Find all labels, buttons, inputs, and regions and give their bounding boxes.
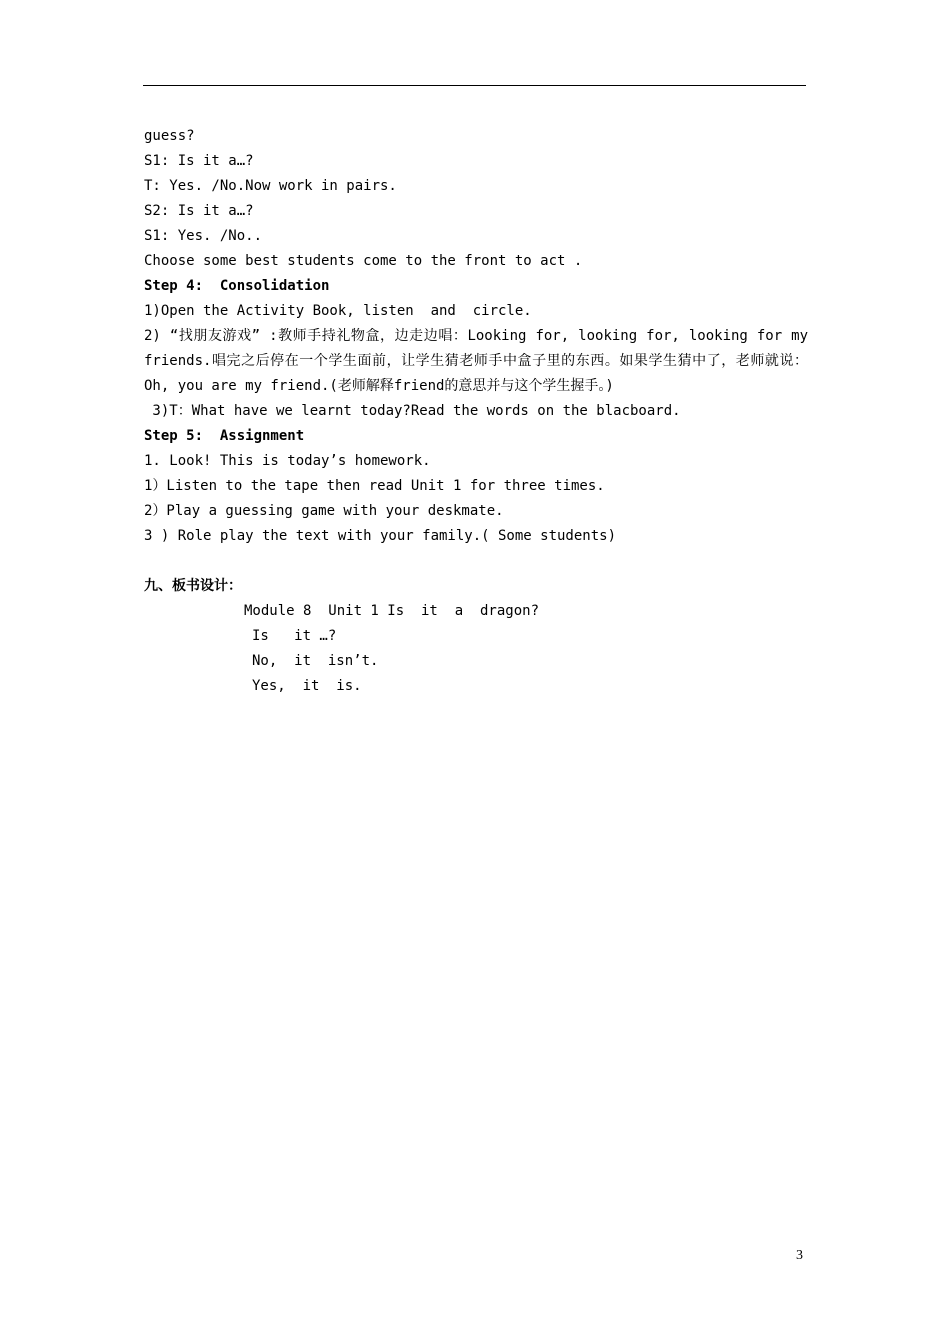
text-line: guess? [144,128,195,144]
spacer [144,549,808,574]
text-line: 1. Look! This is today’s homework. [144,453,431,469]
text-line: 3 ) Role play the text with your family.( Some students) [144,528,617,544]
page-number: 3 [796,1248,803,1263]
text-line: 3)T：What have we learnt today?Read the words on the blacboard. [144,403,681,419]
board-line: Module 8 Unit 1 Is it a dragon? [244,603,540,619]
text-line: 1）Listen to the tape then read Unit 1 for three times. [144,478,605,494]
text-line: S1: Is it a…? [144,153,254,169]
board-line: Yes, it is. [252,678,362,694]
step5-heading: Step 5: Assignment [144,428,305,444]
document-body [144,124,808,699]
text-line: S1: Yes. /No.. [144,228,263,244]
text-line: T: Yes. /No.Now work in pairs. [144,178,397,194]
header-rule [143,85,806,86]
board-design-heading: 九、板书设计： [144,578,242,594]
board-line: Is it …? [252,628,337,644]
text-line: S2: Is it a…? [144,203,254,219]
text-line: 2）Play a guessing game with your deskmate. [144,503,504,519]
text-line: 1)Open the Activity Book, listen and circle. [144,303,532,319]
text-line: Choose some best students come to the front to act . [144,253,583,269]
step4-heading: Step 4: Consolidation [144,278,330,294]
board-line: No, it isn’t. [252,653,379,669]
text-paragraph: 2) “找朋友游戏” :教师手持礼物盒，边走边唱：Looking for, looking for, looking for my friends.唱完之后停在一个学生面前，让学生猜老师手中盒子里的东西。如果学生猜中了，老师就说：Oh, you are my friend.(老师解释friend的意思并与这个学生握手。) [144,328,808,394]
